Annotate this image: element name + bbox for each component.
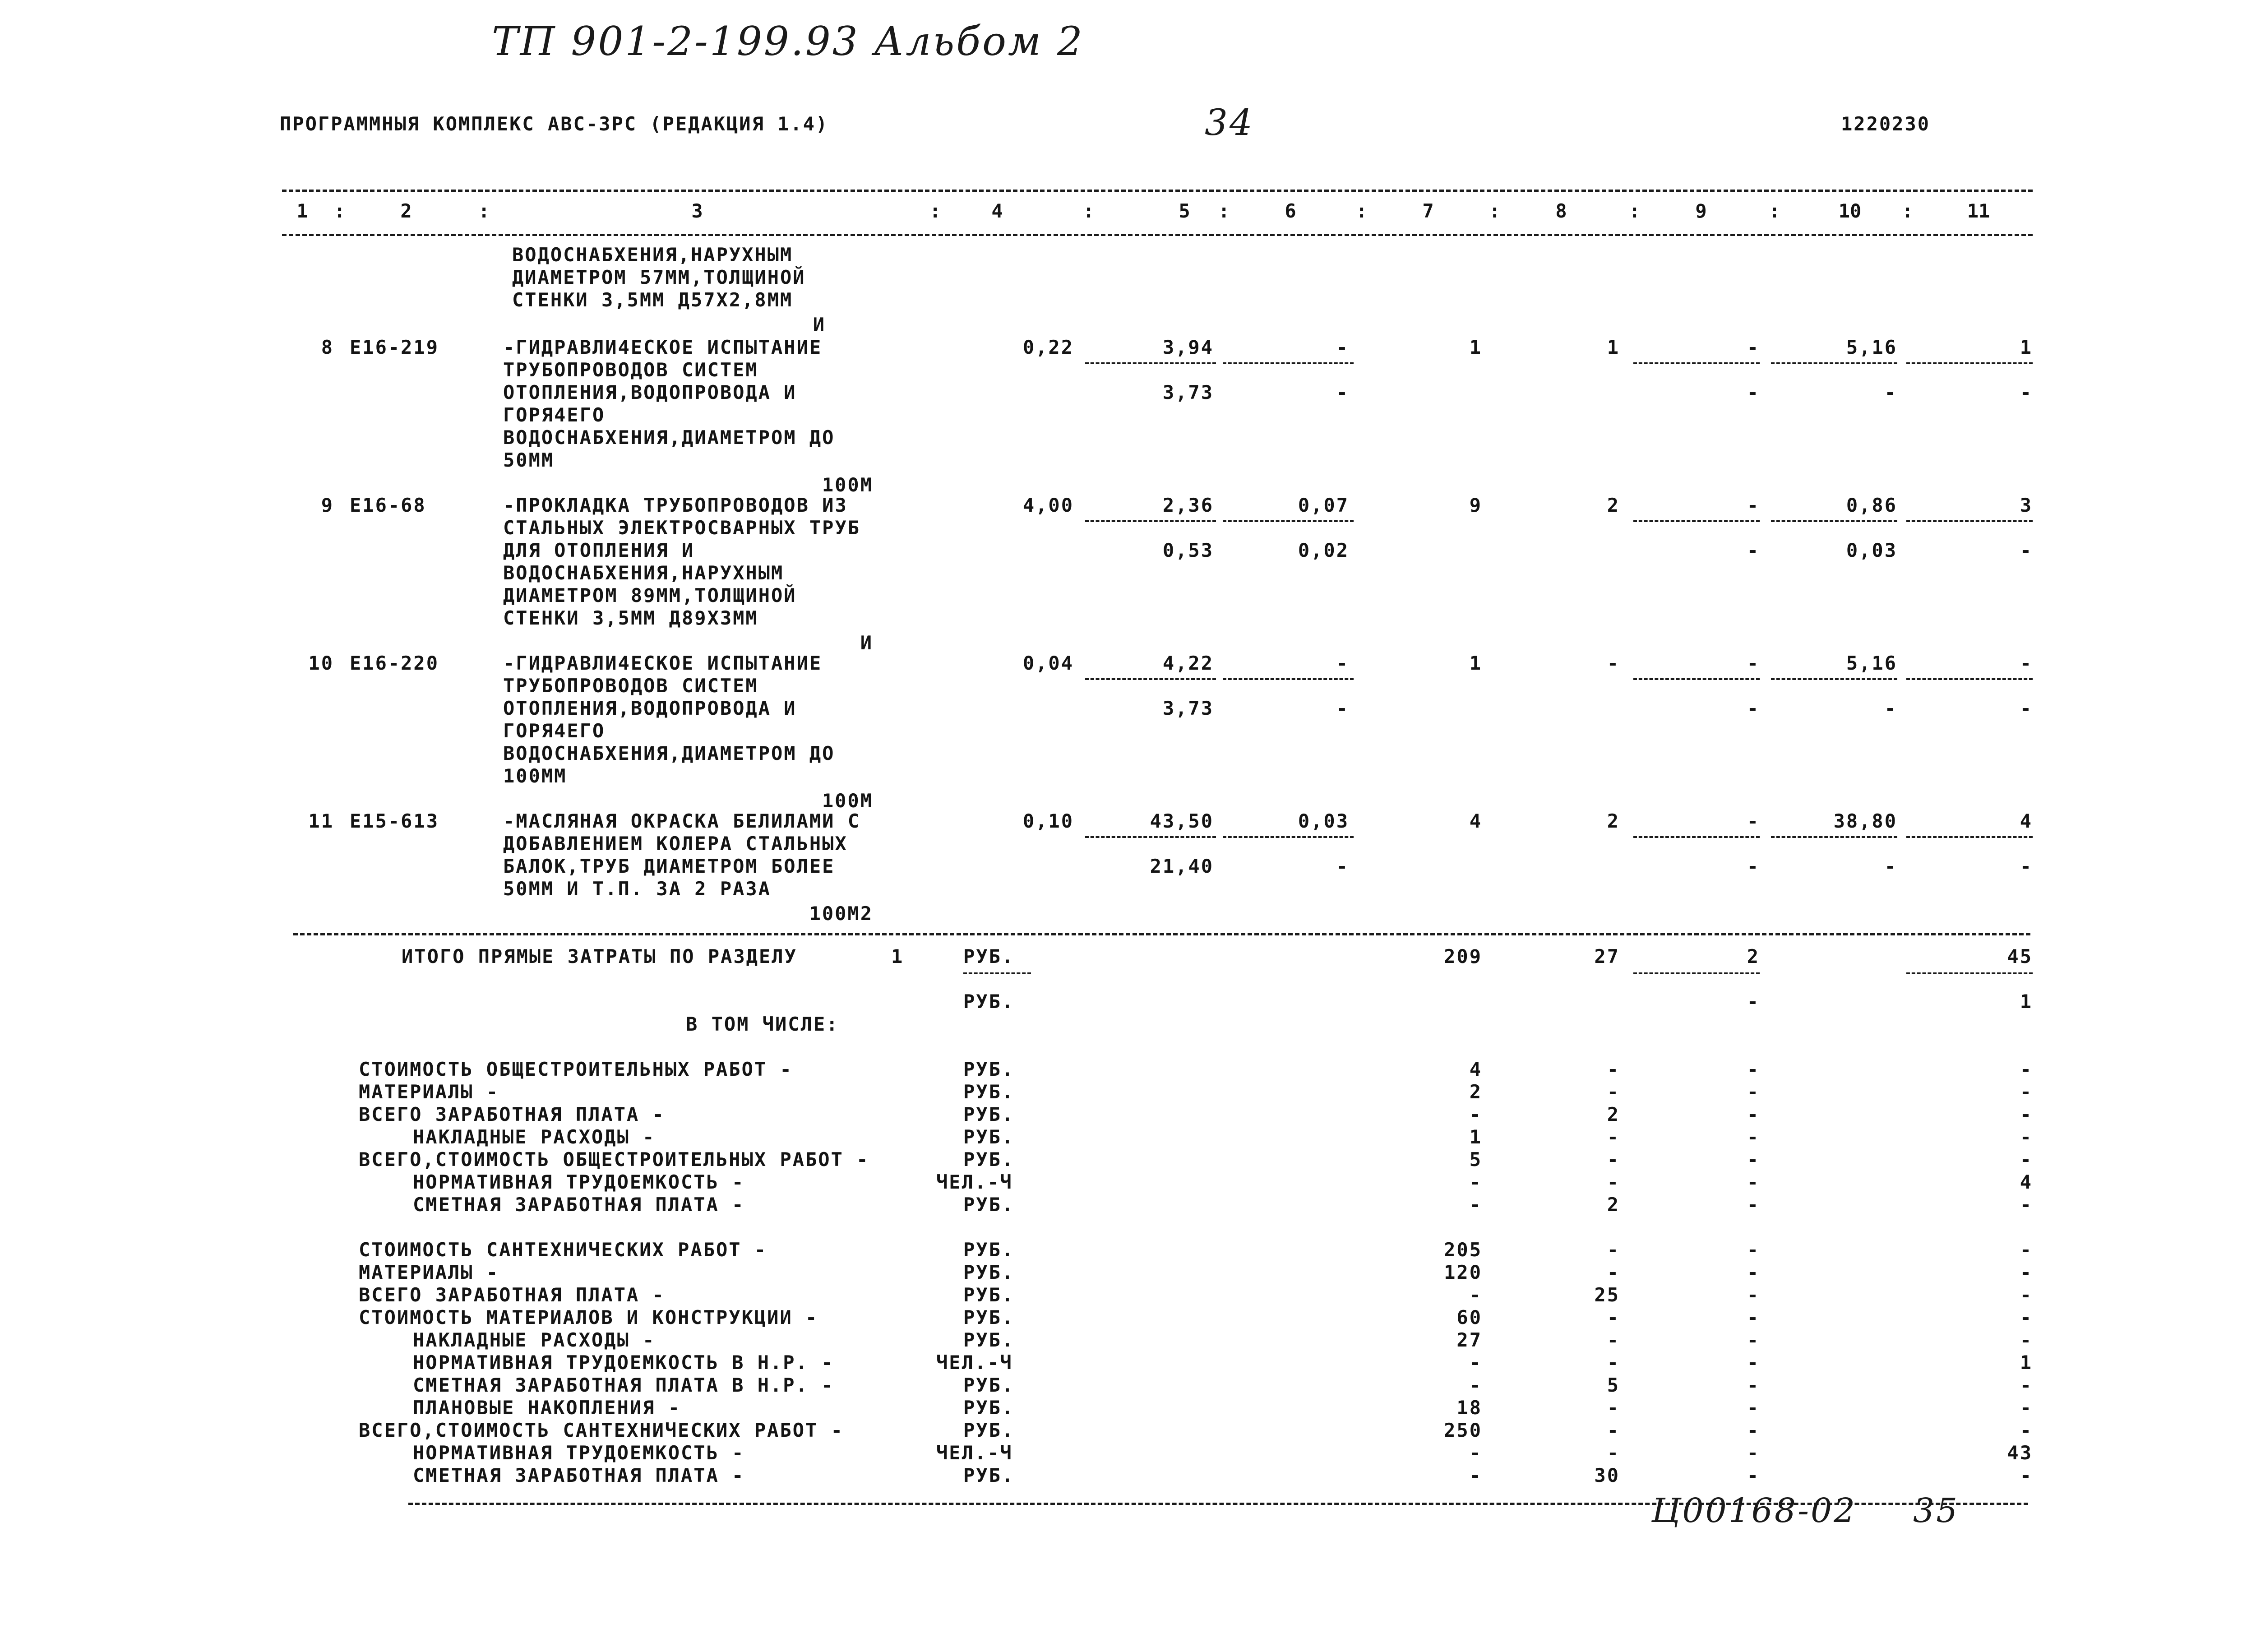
row-description: 100ММ bbox=[503, 765, 567, 787]
summary-unit: РУБ. bbox=[963, 1239, 1015, 1261]
row-col7: 1 bbox=[1469, 336, 1482, 358]
summary-col8: - bbox=[1607, 1126, 1620, 1148]
row-quantity: 0,04 bbox=[1022, 652, 1074, 674]
row-col9-rule bbox=[1633, 520, 1760, 522]
summary-col9: - bbox=[1747, 1442, 1760, 1464]
summary-col8: - bbox=[1607, 1397, 1620, 1419]
row-col10-top: 5,16 bbox=[1846, 336, 1897, 358]
summary-col9: - bbox=[1747, 1103, 1760, 1125]
row-col6-top: 0,03 bbox=[1298, 810, 1349, 832]
row-quantity: 0,10 bbox=[1022, 810, 1074, 832]
summary-col8: - bbox=[1607, 1058, 1620, 1080]
column-separator: : bbox=[1769, 200, 1780, 222]
summary-col8: 25 bbox=[1594, 1284, 1620, 1306]
summary-col8: 30 bbox=[1594, 1464, 1620, 1486]
total-col9-rule bbox=[1633, 972, 1760, 974]
row-col10-bottom: 0,03 bbox=[1846, 539, 1897, 561]
summary-col7: 2 bbox=[1469, 1081, 1482, 1103]
summary-unit: РУБ. bbox=[963, 1306, 1015, 1328]
total-col11-bottom: 1 bbox=[2020, 990, 2033, 1013]
summary-col7: 18 bbox=[1456, 1397, 1482, 1419]
row-description: ДЛЯ ОТОПЛЕНИЯ И bbox=[503, 539, 695, 561]
summary-unit: РУБ. bbox=[963, 1126, 1015, 1148]
row-col6-top: - bbox=[1336, 336, 1349, 358]
summary-unit: РУБ. bbox=[963, 1148, 1015, 1171]
summary-unit: РУБ. bbox=[963, 1194, 1015, 1216]
summary-label: СТОИМОСТЬ МАТЕРИАЛОВ И КОНСТРУКЦИИ - bbox=[359, 1306, 818, 1328]
column-separator: : bbox=[1489, 200, 1501, 222]
row-col9-top: - bbox=[1747, 652, 1760, 674]
carry-line: СТЕНКИ 3,5ММ Д57Х2,8ММ bbox=[512, 289, 793, 311]
summary-col7: - bbox=[1469, 1194, 1482, 1216]
total-col8: 27 bbox=[1594, 945, 1620, 967]
summary-col9: - bbox=[1747, 1397, 1760, 1419]
row-description: -ГИДРАВЛИ4ЕСКОЕ ИСПЫТАНИЕ bbox=[503, 652, 823, 674]
summary-col9: - bbox=[1747, 1171, 1760, 1193]
summary-col11: - bbox=[2020, 1306, 2033, 1328]
row-col11-rule bbox=[1906, 362, 2033, 364]
row-col5-rule bbox=[1085, 836, 1216, 838]
summary-label: ВСЕГО ЗАРАБОТНАЯ ПЛАТА - bbox=[359, 1284, 665, 1306]
row-col5-rule bbox=[1085, 520, 1216, 522]
row-col5-bottom: 3,73 bbox=[1162, 381, 1214, 403]
summary-col9: - bbox=[1747, 1351, 1760, 1374]
row-col9-top: - bbox=[1747, 336, 1760, 358]
summary-col9: - bbox=[1747, 1148, 1760, 1171]
row-description: ВОДОСНАБХЕНИЯ,ДИАМЕТРОМ ДО bbox=[503, 426, 835, 449]
summary-col8: - bbox=[1607, 1239, 1620, 1261]
row-col5-top: 4,22 bbox=[1162, 652, 1214, 674]
row-col9-top: - bbox=[1747, 494, 1760, 516]
summary-label: ПЛАНОВЫЕ НАКОПЛЕНИЯ - bbox=[413, 1397, 681, 1419]
page-number: 34 bbox=[1205, 102, 1254, 143]
summary-col9: - bbox=[1747, 1239, 1760, 1261]
row-description: -МАСЛЯНАЯ ОКРАСКА БЕЛИЛАМИ С bbox=[503, 810, 861, 832]
column-separator: : bbox=[478, 200, 490, 222]
column-number: 3 bbox=[691, 200, 703, 222]
row-code: Е15-613 bbox=[350, 810, 439, 832]
summary-col8: - bbox=[1607, 1351, 1620, 1374]
column-number: 1 bbox=[296, 200, 308, 222]
summary-col9: - bbox=[1747, 1306, 1760, 1328]
summary-col11: - bbox=[2020, 1329, 2033, 1351]
summary-unit: РУБ. bbox=[963, 1081, 1015, 1103]
summary-label: СТОИМОСТЬ САНТЕХНИЧЕСКИХ РАБОТ - bbox=[359, 1239, 767, 1261]
row-col10-bottom: - bbox=[1884, 855, 1897, 877]
row-col7: 1 bbox=[1469, 652, 1482, 674]
summary-col8: - bbox=[1607, 1419, 1620, 1441]
row-col8: 1 bbox=[1607, 336, 1620, 358]
summary-col7: 27 bbox=[1456, 1329, 1482, 1351]
row-quantity: 0,22 bbox=[1022, 336, 1074, 358]
column-number: 6 bbox=[1285, 200, 1296, 222]
row-description: 50ММ И Т.П. ЗА 2 РАЗА bbox=[503, 878, 772, 900]
summary-col9: - bbox=[1747, 1464, 1760, 1486]
summary-unit: РУБ. bbox=[963, 1284, 1015, 1306]
summary-col7: - bbox=[1469, 1103, 1482, 1125]
row-col10-rule bbox=[1771, 362, 1897, 364]
summary-unit: ЧЕЛ.-Ч bbox=[936, 1351, 1013, 1374]
row-description: -ПРОКЛАДКА ТРУБОПРОВОДОВ ИЗ bbox=[503, 494, 848, 516]
row-col10-bottom: - bbox=[1884, 697, 1897, 719]
row-description: ОТОПЛЕНИЯ,ВОДОПРОВОДА И bbox=[503, 697, 797, 719]
summary-col8: - bbox=[1607, 1329, 1620, 1351]
summary-col11: - bbox=[2020, 1464, 2033, 1486]
summary-label: СТОИМОСТЬ ОБЩЕСТРОИТЕЛЬНЫХ РАБОТ - bbox=[359, 1058, 793, 1080]
summary-col8: 2 bbox=[1607, 1103, 1620, 1125]
row-description: ВОДОСНАБХЕНИЯ,НАРУХНЫМ bbox=[503, 562, 784, 584]
summary-col9: - bbox=[1747, 1126, 1760, 1148]
summary-unit: РУБ. bbox=[963, 1329, 1015, 1351]
summary-col9: - bbox=[1747, 1284, 1760, 1306]
row-col11-bottom: - bbox=[2020, 697, 2033, 719]
summary-col11: - bbox=[2020, 1126, 2033, 1148]
summary-col8: - bbox=[1607, 1171, 1620, 1193]
row-col6-rule bbox=[1223, 836, 1354, 838]
summary-unit: РУБ. bbox=[963, 1058, 1015, 1080]
row-col10-top: 38,80 bbox=[1833, 810, 1897, 832]
column-number: 2 bbox=[400, 200, 412, 222]
row-col11-top: - bbox=[2020, 652, 2033, 674]
row-col10-top: 0,86 bbox=[1846, 494, 1897, 516]
summary-col7: 120 bbox=[1444, 1261, 1482, 1283]
summary-col7: - bbox=[1469, 1442, 1482, 1464]
summary-col7: - bbox=[1469, 1171, 1482, 1193]
row-col9-bottom: - bbox=[1747, 539, 1760, 561]
summary-unit: ЧЕЛ.-Ч bbox=[936, 1442, 1013, 1464]
summary-col11: 4 bbox=[2020, 1171, 2033, 1193]
summary-unit: РУБ. bbox=[963, 1261, 1015, 1283]
summary-col11: - bbox=[2020, 1239, 2033, 1261]
summary-col11: - bbox=[2020, 1194, 2033, 1216]
summary-col8: - bbox=[1607, 1148, 1620, 1171]
table-header-rule bbox=[282, 234, 2033, 236]
total-unit-top: РУБ. bbox=[963, 945, 1015, 967]
table-top-rule bbox=[282, 190, 2033, 192]
summary-unit: РУБ. bbox=[963, 1419, 1015, 1441]
row-col8: - bbox=[1607, 652, 1620, 674]
row-col11-top: 3 bbox=[2020, 494, 2033, 516]
row-col8: 2 bbox=[1607, 810, 1620, 832]
row-col6-bottom: - bbox=[1336, 855, 1349, 877]
summary-col8: - bbox=[1607, 1081, 1620, 1103]
row-description: ГОРЯ4ЕГО bbox=[503, 404, 606, 426]
summary-col8: - bbox=[1607, 1261, 1620, 1283]
column-number: 8 bbox=[1555, 200, 1567, 222]
total-col7: 209 bbox=[1444, 945, 1482, 967]
summary-label: НОРМАТИВНАЯ ТРУДОЕМКОСТЬ - bbox=[413, 1442, 745, 1464]
document-code: 1220230 bbox=[1841, 113, 1931, 135]
row-col5-top: 43,50 bbox=[1150, 810, 1214, 832]
column-separator: : bbox=[929, 200, 941, 222]
row-col8: 2 bbox=[1607, 494, 1620, 516]
summary-label: СМЕТНАЯ ЗАРАБОТНАЯ ПЛАТА - bbox=[413, 1194, 745, 1216]
row-col11-top: 1 bbox=[2020, 336, 2033, 358]
row-col6-top: - bbox=[1336, 652, 1349, 674]
row-col7: 4 bbox=[1469, 810, 1482, 832]
summary-col9: - bbox=[1747, 1329, 1760, 1351]
summary-col7: 1 bbox=[1469, 1126, 1482, 1148]
row-col9-top: - bbox=[1747, 810, 1760, 832]
column-number: 5 bbox=[1179, 200, 1190, 222]
row-col11-top: 4 bbox=[2020, 810, 2033, 832]
row-col6-bottom: - bbox=[1336, 697, 1349, 719]
row-col6-rule bbox=[1223, 362, 1354, 364]
row-unit: 100М bbox=[822, 790, 873, 812]
row-description: ДИАМЕТРОМ 89ММ,ТОЛЩИНОЙ bbox=[503, 584, 797, 606]
row-description: 50ММ bbox=[503, 449, 555, 471]
summary-label: НОРМАТИВНАЯ ТРУДОЕМКОСТЬ - bbox=[413, 1171, 745, 1193]
summary-col11: - bbox=[2020, 1374, 2033, 1396]
total-col11-rule bbox=[1906, 972, 2033, 974]
row-col6-rule bbox=[1223, 678, 1354, 680]
summary-label: НОРМАТИВНАЯ ТРУДОЕМКОСТЬ В Н.Р. - bbox=[413, 1351, 834, 1374]
summary-unit: РУБ. bbox=[963, 1464, 1015, 1486]
summary-label: МАТЕРИАЛЫ - bbox=[359, 1081, 499, 1103]
row-col7: 9 bbox=[1469, 494, 1482, 516]
summary-col8: 2 bbox=[1607, 1194, 1620, 1216]
row-col5-bottom: 3,73 bbox=[1162, 697, 1214, 719]
summary-col11: - bbox=[2020, 1284, 2033, 1306]
row-col9-rule bbox=[1633, 836, 1760, 838]
row-col6-top: 0,07 bbox=[1298, 494, 1349, 516]
summary-col9: - bbox=[1747, 1261, 1760, 1283]
totals-top-rule bbox=[293, 933, 2030, 935]
summary-unit: ЧЕЛ.-Ч bbox=[936, 1171, 1013, 1193]
total-col9-bottom: - bbox=[1747, 990, 1760, 1013]
row-quantity: 4,00 bbox=[1022, 494, 1074, 516]
row-description: ДОБАВЛЕНИЕМ КОЛЕРА СТАЛЬНЫХ bbox=[503, 833, 848, 855]
row-code: Е16-68 bbox=[350, 494, 426, 516]
row-col11-rule bbox=[1906, 836, 2033, 838]
row-col9-bottom: - bbox=[1747, 855, 1760, 877]
summary-col7: - bbox=[1469, 1374, 1482, 1396]
summary-col11: - bbox=[2020, 1103, 2033, 1125]
column-number: 9 bbox=[1695, 200, 1707, 222]
row-col9-rule bbox=[1633, 362, 1760, 364]
row-col11-bottom: - bbox=[2020, 539, 2033, 561]
summary-col7: 60 bbox=[1456, 1306, 1482, 1328]
row-col11-bottom: - bbox=[2020, 381, 2033, 403]
summary-col11: - bbox=[2020, 1148, 2033, 1171]
summary-unit: РУБ. bbox=[963, 1397, 1015, 1419]
row-col6-bottom: - bbox=[1336, 381, 1349, 403]
row-col9-rule bbox=[1633, 678, 1760, 680]
row-description: СТЕНКИ 3,5ММ Д89Х3ММ bbox=[503, 607, 758, 629]
row-description: ОТОПЛЕНИЯ,ВОДОПРОВОДА И bbox=[503, 381, 797, 403]
total-col9-top: 2 bbox=[1747, 945, 1760, 967]
row-code: Е16-220 bbox=[350, 652, 439, 674]
row-col10-top: 5,16 bbox=[1846, 652, 1897, 674]
column-separator: : bbox=[1629, 200, 1641, 222]
row-col11-rule bbox=[1906, 520, 2033, 522]
carry-line: ДИАМЕТРОМ 57ММ,ТОЛЩИНОЙ bbox=[512, 266, 806, 288]
summary-label: СМЕТНАЯ ЗАРАБОТНАЯ ПЛАТА В Н.Р. - bbox=[413, 1374, 834, 1396]
column-separator: : bbox=[1083, 200, 1095, 222]
row-col5-bottom: 0,53 bbox=[1162, 539, 1214, 561]
carry-line: ВОДОСНАБХЕНИЯ,НАРУХНЫМ bbox=[512, 244, 793, 266]
summary-label: МАТЕРИАЛЫ - bbox=[359, 1261, 499, 1283]
column-number: 11 bbox=[1967, 200, 1990, 222]
carry-unit: И bbox=[813, 314, 826, 336]
row-code: Е16-219 bbox=[350, 336, 439, 358]
column-separator: : bbox=[1356, 200, 1368, 222]
row-col5-top: 3,94 bbox=[1162, 336, 1214, 358]
column-separator: : bbox=[1902, 200, 1914, 222]
total-section: 1 bbox=[891, 945, 904, 967]
summary-col9: - bbox=[1747, 1374, 1760, 1396]
row-description: СТАЛЬНЫХ ЭЛЕКТРОСВАРНЫХ ТРУБ bbox=[503, 517, 861, 539]
summary-label: НАКЛАДНЫЕ РАСХОДЫ - bbox=[413, 1126, 656, 1148]
row-col10-rule bbox=[1771, 836, 1897, 838]
summary-col9: - bbox=[1747, 1058, 1760, 1080]
column-separator: : bbox=[1218, 200, 1230, 222]
row-unit: 100М2 bbox=[809, 902, 873, 925]
row-col6-bottom: 0,02 bbox=[1298, 539, 1349, 561]
row-col9-bottom: - bbox=[1747, 381, 1760, 403]
summary-col7: - bbox=[1469, 1464, 1482, 1486]
summary-col8: - bbox=[1607, 1442, 1620, 1464]
row-number: 11 bbox=[308, 810, 334, 832]
summary-col11: 43 bbox=[2007, 1442, 2033, 1464]
summary-col7: 250 bbox=[1444, 1419, 1482, 1441]
row-description: ГОРЯ4ЕГО bbox=[503, 720, 606, 742]
total-unit-bottom: РУБ. bbox=[963, 990, 1015, 1013]
handwritten-title: ТП 901-2-199.93 Альбом 2 bbox=[492, 18, 1084, 65]
summary-unit: РУБ. bbox=[963, 1103, 1015, 1125]
row-description: ТРУБОПРОВОДОВ СИСТЕМ bbox=[503, 675, 758, 697]
row-unit: 100М bbox=[822, 474, 873, 496]
summary-col9: - bbox=[1747, 1419, 1760, 1441]
summary-col7: - bbox=[1469, 1284, 1482, 1306]
row-col5-bottom: 21,40 bbox=[1150, 855, 1214, 877]
summary-col11: - bbox=[2020, 1261, 2033, 1283]
row-unit: И bbox=[860, 632, 873, 654]
row-col5-top: 2,36 bbox=[1162, 494, 1214, 516]
summary-col9: - bbox=[1747, 1194, 1760, 1216]
including-label: В ТОМ ЧИСЛЕ: bbox=[686, 1013, 839, 1035]
summary-col11: - bbox=[2020, 1058, 2033, 1080]
summary-col11: - bbox=[2020, 1397, 2033, 1419]
summary-col8: 5 bbox=[1607, 1374, 1620, 1396]
row-col10-rule bbox=[1771, 678, 1897, 680]
total-label: ИТОГО ПРЯМЫЕ ЗАТРАТЫ ПО РАЗДЕЛУ bbox=[402, 945, 797, 967]
row-col6-rule bbox=[1223, 520, 1354, 522]
summary-col8: - bbox=[1607, 1306, 1620, 1328]
row-number: 9 bbox=[321, 494, 334, 516]
summary-col9: - bbox=[1747, 1081, 1760, 1103]
row-description: БАЛОК,ТРУБ ДИАМЕТРОМ БОЛЕЕ bbox=[503, 855, 835, 877]
handwritten-footer-page: 35 bbox=[1913, 1491, 1960, 1530]
row-number: 10 bbox=[308, 652, 334, 674]
program-title: ПРОГРАММНЫЯ КОМПЛЕКС АВС-ЗРС (РЕДАКЦИЯ 1.4) bbox=[280, 113, 829, 135]
summary-col11: - bbox=[2020, 1081, 2033, 1103]
column-number: 10 bbox=[1838, 200, 1862, 222]
summary-unit: РУБ. bbox=[963, 1374, 1015, 1396]
total-unit-rule bbox=[963, 972, 1031, 974]
column-number: 4 bbox=[991, 200, 1003, 222]
summary-col7: 4 bbox=[1469, 1058, 1482, 1080]
row-description: ВОДОСНАБХЕНИЯ,ДИАМЕТРОМ ДО bbox=[503, 742, 835, 764]
summary-col7: - bbox=[1469, 1351, 1482, 1374]
summary-col7: 5 bbox=[1469, 1148, 1482, 1171]
column-number: 7 bbox=[1422, 200, 1434, 222]
row-col10-bottom: - bbox=[1884, 381, 1897, 403]
summary-col7: 205 bbox=[1444, 1239, 1482, 1261]
summary-col11: 1 bbox=[2020, 1351, 2033, 1374]
summary-label: СМЕТНАЯ ЗАРАБОТНАЯ ПЛАТА - bbox=[413, 1464, 745, 1486]
row-number: 8 bbox=[321, 336, 334, 358]
summary-label: ВСЕГО ЗАРАБОТНАЯ ПЛАТА - bbox=[359, 1103, 665, 1125]
row-col10-rule bbox=[1771, 520, 1897, 522]
row-description: ТРУБОПРОВОДОВ СИСТЕМ bbox=[503, 359, 758, 381]
summary-label: ВСЕГО,СТОИМОСТЬ ОБЩЕСТРОИТЕЛЬНЫХ РАБОТ - bbox=[359, 1148, 869, 1171]
summary-label: ВСЕГО,СТОИМОСТЬ САНТЕХНИЧЕСКИХ РАБОТ - bbox=[359, 1419, 844, 1441]
row-col11-rule bbox=[1906, 678, 2033, 680]
summary-label: НАКЛАДНЫЕ РАСХОДЫ - bbox=[413, 1329, 656, 1351]
row-col9-bottom: - bbox=[1747, 697, 1760, 719]
summary-col11: - bbox=[2020, 1419, 2033, 1441]
column-separator: : bbox=[334, 200, 346, 222]
row-col11-bottom: - bbox=[2020, 855, 2033, 877]
total-col11-top: 45 bbox=[2007, 945, 2033, 967]
row-col5-rule bbox=[1085, 678, 1216, 680]
handwritten-footer-code: Ц00168-02 bbox=[1651, 1491, 1857, 1530]
row-description: -ГИДРАВЛИ4ЕСКОЕ ИСПЫТАНИЕ bbox=[503, 336, 823, 358]
row-col5-rule bbox=[1085, 362, 1216, 364]
